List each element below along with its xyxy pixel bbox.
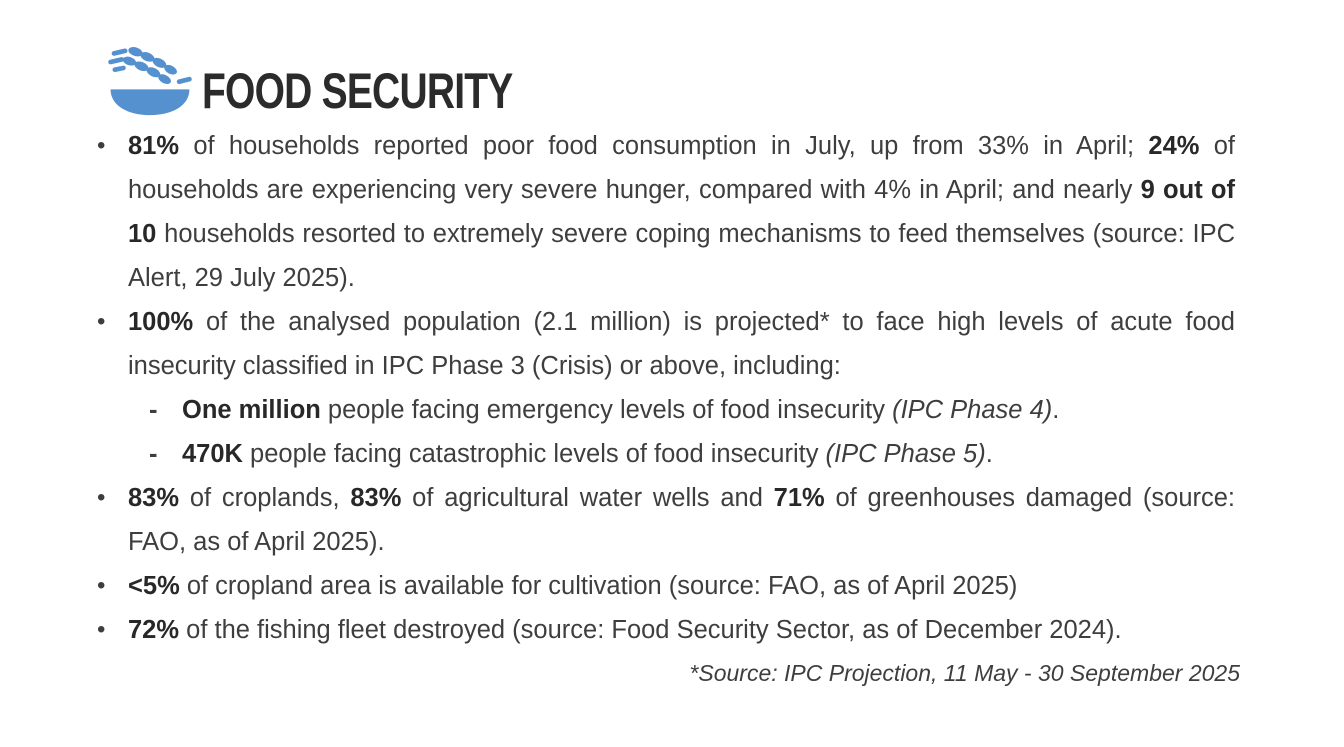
list-item-text: 100% of the analysed population (2.1 million) is projected* to face high levels of acute food insecurity classified in IPC Phase 3 (Crisis) or above, including: [128, 308, 1235, 380]
sub-list-item [147, 388, 1235, 432]
list-item-text: 470K people facing catastrophic levels of food insecurity (IPC Phase 5). [182, 440, 993, 468]
list-item [95, 124, 1235, 300]
section-header [106, 44, 1344, 119]
dash-marker: - [149, 396, 158, 424]
list-item-text: One million people facing emergency levels of food insecurity (IPC Phase 4). [182, 396, 1060, 424]
section-title: FOOD SECURITY [202, 63, 513, 119]
list-item [95, 564, 1235, 608]
dash-marker: - [149, 440, 158, 468]
food-security-section [0, 44, 1344, 687]
list-item [95, 608, 1235, 652]
list-item-text: 81% of households reported poor food consumption in July, up from 33% in April; 24% of households are experiencing very severe hunger, compared with 4% in April; and nearly 9 out of 10 households resorted to extremely severe coping mechanisms to feed themselves (source: IPC Alert, 29 July 2025). [128, 132, 1235, 292]
footnote: *Source: IPC Projection, 11 May - 30 September 2025 [689, 660, 1240, 686]
list-item-text: 72% of the fishing fleet destroyed (source: Food Security Sector, as of December 2024). [128, 616, 1122, 644]
bullet-marker: • [97, 572, 106, 599]
list-item-text: <5% of cropland area is available for cultivation (source: FAO, as of April 2025) [128, 572, 1018, 600]
list-item-text: 83% of croplands, 83% of agricultural water wells and 71% of greenhouses damaged (source: FAO, as of April 2025). [128, 484, 1236, 556]
bullet-marker: • [97, 484, 106, 511]
bullet-marker: • [97, 616, 106, 643]
wheat-bowl-icon [106, 44, 194, 116]
sub-list-item [147, 432, 1235, 476]
list-item [95, 300, 1235, 388]
bullet-marker: • [97, 308, 106, 335]
list-item [95, 476, 1235, 564]
bullet-list [95, 124, 1235, 652]
bullet-marker: • [97, 132, 106, 159]
